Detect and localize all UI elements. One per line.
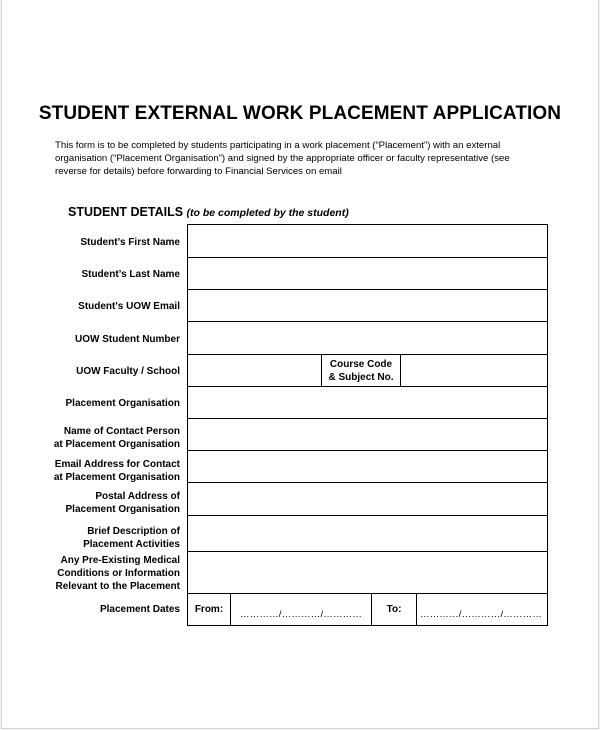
label-uow-email: Student's UOW Email	[78, 301, 180, 312]
last-name-field[interactable]	[188, 258, 547, 290]
course-code-field[interactable]	[401, 355, 547, 386]
label-first-name: Student’s First Name	[80, 237, 180, 248]
label-faculty-school: UOW Faculty / School	[76, 366, 180, 377]
form-page	[1, 0, 599, 729]
intro-line: organisation (“Placement Organisation”) and signed by the appropriate officer or faculty representative (see	[55, 153, 510, 164]
contact-person-field[interactable]	[188, 419, 547, 451]
intro-paragraph	[55, 139, 549, 178]
inner-label-line: & Subject No.	[328, 372, 394, 383]
student-number-field[interactable]	[188, 322, 547, 355]
uow-email-field[interactable]	[188, 290, 547, 322]
course-code-label	[322, 358, 400, 384]
form-title: STUDENT EXTERNAL WORK PLACEMENT APPLICATION	[38, 103, 562, 124]
from-label: From:	[194, 604, 224, 615]
placement-organisation-field[interactable]	[188, 387, 547, 419]
to-label: To:	[386, 604, 402, 615]
activities-field[interactable]	[188, 516, 547, 552]
to-date-placeholder: …………/…………/…………	[420, 609, 543, 620]
label-line: Relevant to the Placement	[55, 581, 180, 592]
first-name-field[interactable]	[188, 225, 547, 258]
label-activities	[83, 525, 180, 551]
label-line: Name of Contact Person	[63, 426, 180, 437]
label-line: Brief Description of	[87, 526, 180, 537]
label-line: Postal Address of	[95, 491, 180, 502]
label-line: Placement Organisation	[65, 504, 180, 515]
label-line: at Placement Organisation	[53, 472, 180, 483]
label-line: at Placement Organisation	[53, 439, 180, 450]
label-last-name: Student’s Last Name	[81, 269, 180, 280]
faculty-row	[188, 355, 547, 387]
label-student-number: UOW Student Number	[75, 334, 180, 345]
section-title: STUDENT DETAILS	[68, 205, 184, 219]
label-line: Conditions or Information	[57, 568, 180, 579]
label-line: Email Address for Contact	[54, 459, 180, 470]
placement-dates-row	[188, 594, 547, 625]
label-placement-organisation: Placement Organisation	[65, 398, 180, 409]
section-heading	[68, 205, 349, 219]
label-postal-address	[66, 490, 180, 516]
from-date-placeholder: …………/…………/…………	[240, 609, 363, 620]
student-details-table	[187, 224, 548, 626]
label-medical-conditions	[56, 554, 180, 593]
label-placement-dates: Placement Dates	[99, 604, 180, 615]
faculty-school-field[interactable]	[188, 355, 321, 386]
inner-label-line: Course Code	[329, 359, 393, 370]
label-contact-person	[54, 425, 180, 451]
label-contact-email	[54, 458, 180, 484]
intro-line: reverse for details) before forwarding to Financial Services on email	[55, 166, 342, 177]
postal-address-field[interactable]	[188, 483, 547, 516]
intro-line: This form is to be completed by students participating in a work placement (“Placement”) with an external	[55, 140, 501, 151]
label-line: Any Pre-Existing Medical	[60, 555, 180, 566]
medical-conditions-field[interactable]	[188, 552, 547, 594]
section-subtitle: (to be completed by the student)	[186, 207, 349, 219]
label-line: Placement Activities	[83, 539, 180, 550]
contact-email-field[interactable]	[188, 451, 547, 483]
